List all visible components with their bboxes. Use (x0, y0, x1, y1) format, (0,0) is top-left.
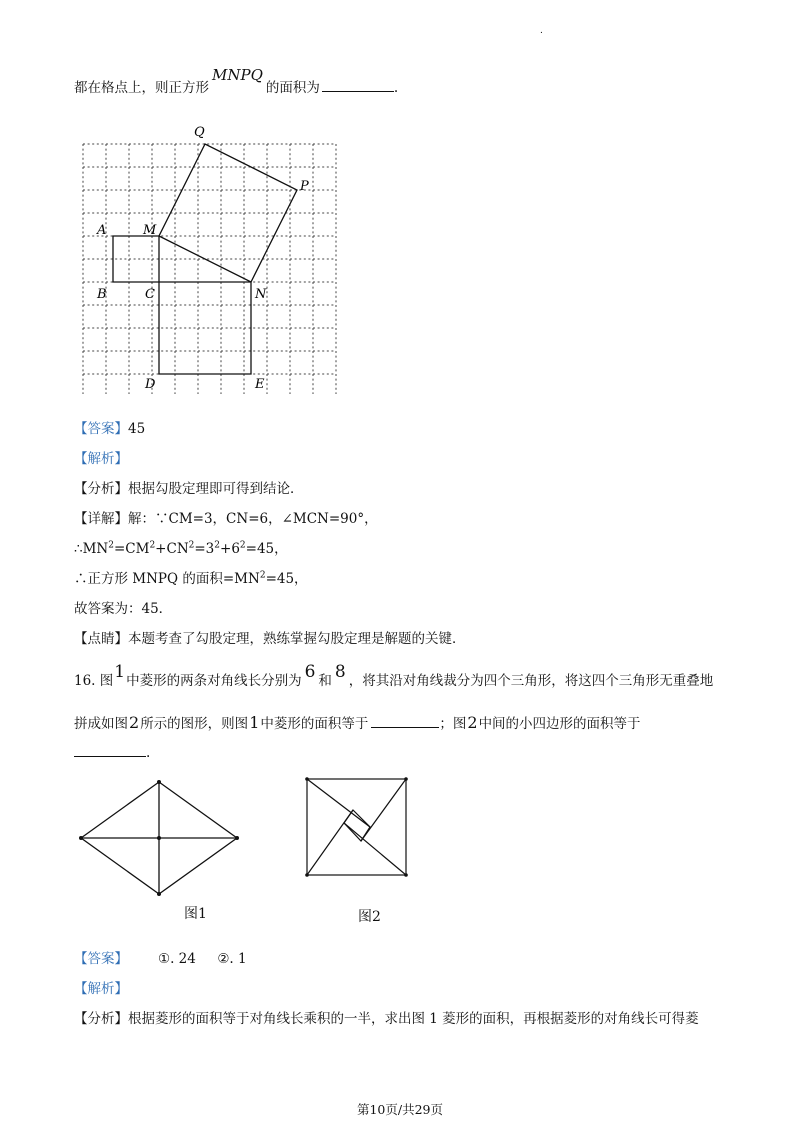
q16-analysis-line (74, 977, 128, 997)
q16-fenxi-line (74, 1007, 699, 1027)
superscript: 2 (239, 540, 246, 551)
fenxi-tag: 【分析】 (74, 1011, 128, 1027)
q16-answer-line (74, 947, 247, 967)
eq-part: =45， (245, 541, 288, 557)
q15-tail-suffix: 的面积为 (265, 80, 320, 96)
q15-answer-blank (322, 79, 394, 92)
q16-text: 中间的小四边形的面积等于 (478, 716, 641, 732)
pinwheel-line (344, 823, 406, 875)
q15-detail-line (74, 507, 378, 527)
q15-analysis-line (74, 447, 128, 467)
analysis-tag: 【解析】 (74, 451, 128, 467)
q16-line3 (74, 744, 150, 761)
q15-comment-line (74, 627, 466, 647)
q16-value-8: 8 (334, 662, 346, 682)
q16-text: . (146, 745, 151, 761)
q16-text: 所示的图形，则图 (140, 716, 249, 732)
page-footer: 第10页/共29页 (356, 1102, 444, 1117)
label-q: Q (194, 125, 205, 140)
label-b: B (97, 287, 107, 302)
q15-area-line (74, 567, 308, 587)
q16-fig-ref: 2 (129, 713, 140, 732)
superscript: 2 (259, 570, 266, 581)
answer-tag: 【答案】 (74, 421, 128, 437)
superscript: 2 (214, 540, 221, 551)
answer-tag: 【答案】 (74, 951, 128, 967)
q15-fenxi: 根据勾股定理即可得到结论． (128, 481, 304, 497)
eq-part: ∴MN (74, 541, 109, 557)
detail-tag: 【详解】 (74, 511, 128, 527)
header-dot: . (540, 26, 543, 36)
eq-part: =3 (194, 541, 215, 557)
label-m: M (143, 223, 157, 238)
rectangle-cdeN (159, 236, 251, 374)
q16-text: ，将其沿对角线裁分为四个三角形，将这四个三角形无重叠地 (348, 673, 714, 689)
q15-tail-end: . (393, 80, 399, 96)
q15-final-line (74, 597, 172, 617)
pinwheel-figure (302, 774, 412, 880)
fenxi-tag: 【分析】 (74, 481, 128, 497)
q16-text: 中菱形的两条对角线长分别为 (126, 673, 302, 689)
q16-number: 16. 图 (74, 673, 114, 689)
q16-fig-ref: 1 (249, 713, 260, 732)
q16-text: 拼成如图 (74, 716, 128, 732)
label-a: A (97, 223, 107, 238)
q16-answer: ①. 24 ②. 1 (158, 951, 247, 967)
superscript: 2 (188, 540, 195, 551)
superscript: 2 (149, 540, 156, 551)
q15-tail-prefix: 都在格点上，则正方形 (74, 80, 209, 96)
figure2-caption: 图2 (358, 909, 381, 925)
q15-answer-line (74, 417, 145, 437)
q16-text: 中菱形的面积等于 (260, 716, 369, 732)
q15-fenxi-line (74, 477, 304, 497)
analysis-tag: 【解析】 (74, 981, 128, 997)
q16-text: 和 (318, 673, 332, 689)
label-n: N (255, 287, 267, 302)
q16-text: ；图 (439, 716, 467, 732)
q16-blank-2 (74, 744, 146, 757)
comment-tag: 【点睛】 (74, 631, 128, 647)
grid-figure (70, 118, 340, 398)
q15-final: 故答案为：45． (74, 601, 173, 617)
q15-equation-line (74, 537, 288, 557)
figure1-caption: 图1 (184, 906, 207, 922)
eq-part: +6 (220, 541, 240, 557)
pinwheel-line (361, 779, 406, 841)
q16-value-6: 6 (304, 662, 316, 682)
area-part: =45， (265, 571, 308, 587)
label-e: E (255, 377, 265, 392)
eq-part: =CM (113, 541, 150, 557)
outer-square (307, 779, 406, 875)
q15-answer: 45 (128, 421, 146, 437)
pinwheel-line (307, 779, 370, 827)
q16-blank-1 (371, 715, 439, 728)
rhombus-figure (76, 778, 242, 902)
q16-fenxi: 根据菱形的面积等于对角线长乘积的一半，求出图 1 菱形的面积，再根据菱形的对角线长可得菱 (128, 1011, 699, 1027)
label-c: C (145, 287, 155, 302)
eq-part: +CN (155, 541, 189, 557)
q15-comment: 本题考查了勾股定理，熟练掌握勾股定理是解题的关键． (128, 631, 466, 647)
q16-line1 (74, 662, 714, 690)
superscript: 2 (108, 540, 114, 551)
q15-tail-line (74, 66, 399, 96)
q16-fig-ref: 1 (114, 662, 126, 682)
q16-line2 (74, 712, 641, 732)
q15-math-mnpq: MNPQ (212, 66, 263, 84)
q16-fig-ref: 2 (467, 713, 478, 732)
q15-detail: 解：∵CM=3，CN=6，∠MCN=90°， (128, 511, 378, 527)
area-part: ∴正方形 MNPQ 的面积=MN (74, 571, 260, 587)
label-d: D (145, 377, 156, 392)
label-p: P (300, 179, 309, 194)
